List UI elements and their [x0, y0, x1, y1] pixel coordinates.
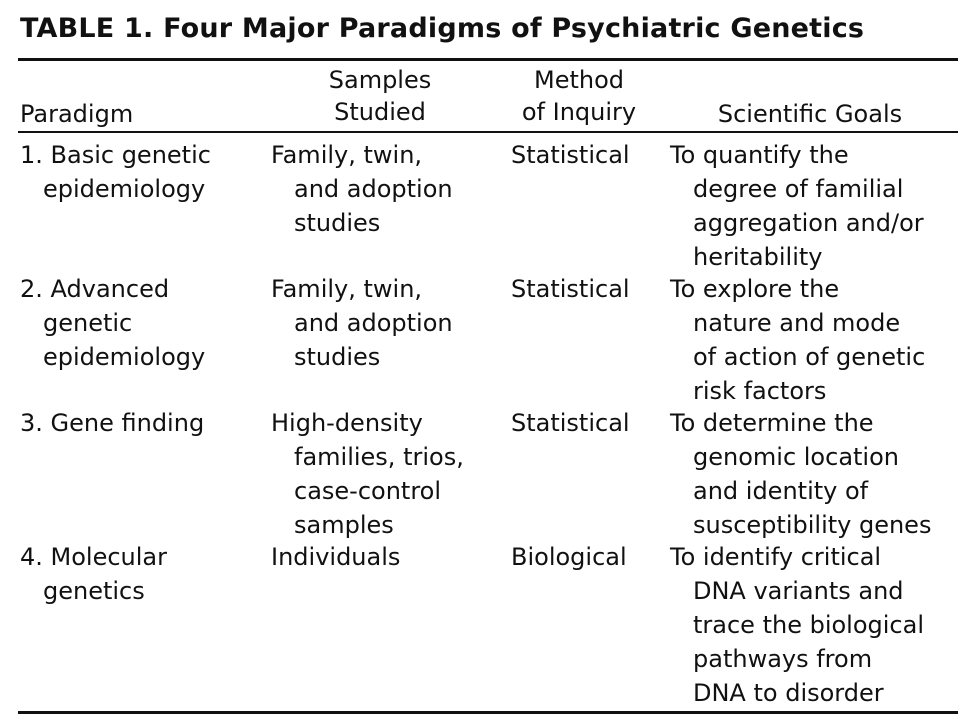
cell-line: Statistical [511, 409, 630, 437]
header-line: Method [533, 66, 624, 94]
cell-line: epidemiology [43, 175, 206, 203]
cell-line: and adoption [294, 309, 453, 337]
header-samples [275, 64, 485, 128]
cell-line: samples [294, 511, 394, 539]
header-rule [18, 131, 958, 133]
cell-goals [670, 540, 924, 710]
cell-line: genetics [43, 577, 145, 605]
cell-line: case-control [294, 477, 442, 505]
cell-line: High-density [271, 409, 423, 437]
cell-line: risk factors [693, 377, 827, 405]
cell-goals [670, 406, 931, 542]
cell-line: genetic [43, 309, 133, 337]
header-line: Scientific Goals [717, 100, 903, 128]
cell-line: Statistical [511, 141, 630, 169]
cell-line: epidemiology [43, 343, 206, 371]
cell-line: To determine the [670, 409, 874, 437]
cell-method [511, 406, 630, 440]
cell-method [511, 138, 630, 172]
cell-samples [271, 138, 453, 240]
top-rule [18, 58, 958, 61]
cell-line: DNA to disorder [693, 679, 884, 707]
cell-line: DNA variants and [693, 577, 904, 605]
cell-line: 3. Gene finding [20, 409, 205, 437]
cell-line: degree of familial [693, 175, 904, 203]
cell-line: Individuals [271, 543, 401, 571]
cell-line: Family, twin, [271, 275, 423, 303]
header-paradigm [20, 98, 133, 130]
cell-method [511, 272, 630, 306]
cell-line: To explore the [670, 275, 840, 303]
cell-line: susceptibility genes [693, 511, 932, 539]
cell-line: studies [294, 343, 381, 371]
header-line: of Inquiry [521, 98, 637, 126]
cell-line: Biological [511, 543, 627, 571]
cell-line: families, trios, [294, 443, 464, 471]
cell-line: of action of genetic [693, 343, 926, 371]
cell-paradigm [20, 540, 167, 608]
cell-line: Family, twin, [271, 141, 423, 169]
cell-goals [670, 138, 924, 274]
cell-samples [271, 272, 453, 374]
cell-paradigm [20, 406, 204, 440]
cell-line: To identify critical [670, 543, 882, 571]
cell-line: nature and mode [693, 309, 901, 337]
cell-samples [271, 406, 464, 542]
cell-line: and identity of [693, 477, 869, 505]
cell-line: and adoption [294, 175, 453, 203]
header-method [500, 64, 658, 128]
cell-line: 1. Basic genetic [20, 141, 211, 169]
cell-line: To quantify the [670, 141, 849, 169]
cell-line: 2. Advanced [20, 275, 170, 303]
cell-method [511, 540, 627, 574]
bottom-rule [18, 711, 958, 714]
header-line: Studied [334, 98, 426, 126]
header-line: Samples [328, 66, 432, 94]
cell-line: trace the biological [693, 611, 924, 639]
cell-paradigm [20, 138, 211, 206]
cell-line: genomic location [693, 443, 899, 471]
table-title: TABLE 1. Four Major Paradigms of Psychiatric Genetics [20, 13, 865, 44]
header-goals [670, 98, 950, 130]
cell-line: aggregation and/or [693, 209, 924, 237]
cell-line: pathways from [693, 645, 873, 673]
header-line: Paradigm [20, 100, 134, 128]
cell-line: Statistical [511, 275, 630, 303]
cell-line: studies [294, 209, 381, 237]
cell-goals [670, 272, 925, 408]
cell-line: heritability [693, 243, 823, 271]
cell-paradigm [20, 272, 205, 374]
cell-samples [271, 540, 400, 574]
cell-line: 4. Molecular [20, 543, 167, 571]
